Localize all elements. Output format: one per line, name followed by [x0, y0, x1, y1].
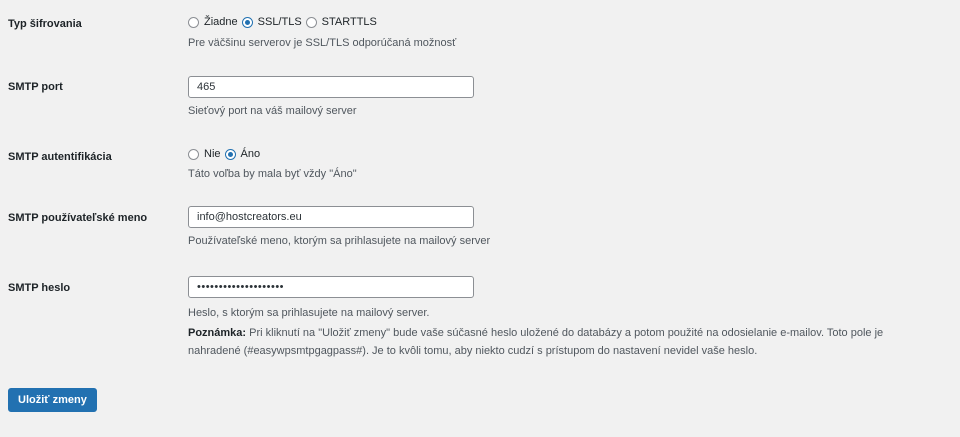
password-label: SMTP heslo — [8, 282, 71, 294]
port-input[interactable] — [188, 76, 474, 98]
port-label: SMTP port — [8, 81, 63, 93]
encryption-option-none[interactable] — [188, 16, 238, 28]
password-note-text: Pri kliknutí na "Uložiť zmeny" bude vaše súčasné heslo uložené do databázy a potom použité na odosielanie e-mailov. Toto pole je nahradené (#easywpsmtpgagpass#). Je to kvôli tomu, aby niekto cudzí s prístupom do nastavení nevidel vaše heslo. — [188, 327, 884, 357]
password-input[interactable] — [188, 276, 474, 298]
password-field — [188, 276, 952, 360]
encryption-option-starttls-label: STARTTLS — [321, 16, 377, 28]
encryption-radio-ssl[interactable] — [242, 17, 253, 28]
username-description: Používateľské meno, ktorým sa prihlasujete na mailový server — [188, 235, 491, 247]
encryption-field — [188, 13, 952, 52]
auth-description: Táto voľba by mala byť vždy "Áno" — [188, 168, 357, 180]
username-field — [188, 206, 952, 250]
password-note-label: Poznámka: — [188, 327, 247, 339]
encryption-radio-starttls[interactable] — [306, 17, 317, 28]
auth-option-no[interactable] — [188, 148, 221, 160]
auth-radio-yes[interactable] — [225, 149, 236, 160]
auth-radio-no[interactable] — [188, 149, 199, 160]
auth-label: SMTP autentifikácia — [8, 151, 112, 163]
password-note — [188, 324, 928, 360]
encryption-description: Pre väčšinu serverov je SSL/TLS odporúčaná možnosť — [188, 37, 457, 49]
encryption-option-none-label: Žiadne — [204, 16, 238, 28]
encryption-option-ssl-label: SSL/TLS — [257, 16, 302, 28]
encryption-label: Typ šifrovania — [8, 18, 82, 30]
auth-radio-group — [188, 145, 952, 163]
password-description: Heslo, s ktorým sa prihlasujete na mailový server. — [188, 307, 430, 319]
encryption-option-ssl[interactable] — [242, 16, 302, 28]
save-changes-button[interactable]: Uložiť zmeny — [8, 388, 97, 412]
port-description: Sieťový port na váš mailový server — [188, 105, 357, 117]
encryption-option-starttls[interactable] — [306, 16, 377, 28]
encryption-radio-none[interactable] — [188, 17, 199, 28]
auth-option-no-label: Nie — [204, 148, 221, 160]
username-input[interactable] — [188, 206, 474, 228]
encryption-radio-group — [188, 13, 952, 31]
username-label: SMTP používateľské meno — [8, 212, 148, 224]
port-field — [188, 76, 952, 120]
auth-option-yes-label: Áno — [240, 148, 261, 160]
auth-field — [188, 145, 952, 183]
auth-option-yes[interactable] — [225, 148, 261, 160]
